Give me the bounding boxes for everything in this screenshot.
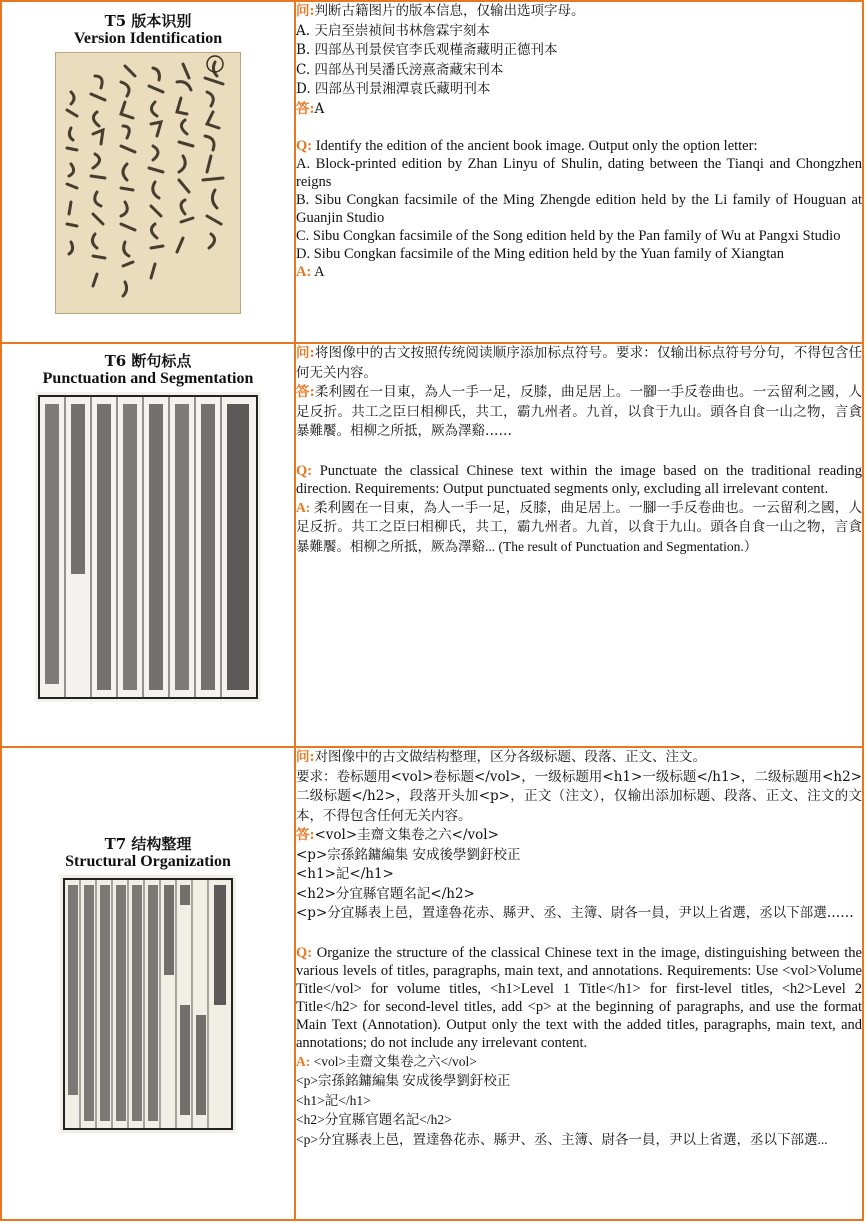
task-cell-t7 <box>1 747 295 1220</box>
question-text: Organize the structure of the classical Chinese text in the image, distinguishing between the various levels of titles, paragraphs, main text, and annotations. Requirements: Use <vol>Volume Title</vol> for volume titles, <h1>Level 1 Title</h1> for first-level titles, <h2>Level 2 Title</h2> for second-level titles, add <p> at the beginning of paragraphs, and use the format Main Text (Annotation). Output only the text with the added titles, paragraphs, main text, and annotations; do not include any irrelevant content. <box>296 944 862 1051</box>
answer-line: <p>宗孫銘鏞編集 安成後學劉釪校正 <box>296 846 521 863</box>
question-text: 对图像中的古文做结构整理，区分各级标题、段落、正文、注文。 <box>314 749 706 765</box>
answer-text: 柔利國在一目東，為人一手一足，反膝，曲足居上。一腳一手反卷曲也。一云留利之國，人足反折。共工之臣曰相柳氏，共工，霸九州者。九首，以食于九山。頭各自食一山之物，言貪暴難饜。相柳之所抵，厥為澤谿…… <box>296 384 863 439</box>
qa-cell-t7 <box>295 747 863 1220</box>
option: A. 天启至崇祯间书林詹霖宇刻本 <box>296 22 490 39</box>
row-t6 <box>1 343 863 747</box>
question-label: 问: <box>296 749 315 765</box>
answer-label: A: <box>296 499 311 515</box>
answer-line: <p>宗孫銘鏞編集 安成後學劉釪校正 <box>296 1073 511 1088</box>
answer-line: <h2>分宜縣官題名記</h2> <box>296 885 475 902</box>
question-label: Q: <box>296 944 313 961</box>
option: B. Sibu Congkan facsimile of the Ming Zhengde edition held by the Li family of Houguan at Guanjin Studio <box>296 192 862 226</box>
qa-cell-t6 <box>295 343 863 747</box>
answer-text: A <box>314 100 325 117</box>
answer-line: <vol>圭齋文集卷之六</vol> <box>313 1053 477 1069</box>
task-title: T7 结构整理 <box>104 834 192 853</box>
task-cell-t5 <box>1 1 295 343</box>
answer-label: 答: <box>296 384 315 400</box>
answer-text: 柔利國在一目東，為人一手一足，反膝，曲足居上。一腳一手反卷曲也。一云留利之國，人足反折。共工之臣曰相柳氏，共工，霸九州者。九首，以食于九山。頭各自食一山之物，言貪暴難饜。相柳之所抵，厥為澤谿... (The result of Punctuation and Segmentation.） <box>296 499 863 554</box>
option: B. 四部丛刊景侯官李氏观槿斋藏明正德刊本 <box>296 42 558 58</box>
option: D. 四部丛刊景湘潭袁氏藏明刊本 <box>296 81 491 97</box>
answer-line: <p>分宜縣表上邑，置達魯花赤、縣尹、丞、主簿、尉各一員，尹以上省選，丞以下部選…… <box>296 905 854 921</box>
task-cell-t6 <box>1 343 295 747</box>
requirement-text: 要求：卷标题用<vol>卷标题</vol>，一级标题用<h1>一级标题</h1>，二级标题用<h2>二级标题</h2>，段落开头加<p>，正文（注文），仅输出添加标题、段落、正文、注文的文本，不得包含任何无关内容。 <box>296 768 862 824</box>
question-label: 问: <box>296 345 315 361</box>
en-block <box>296 462 862 557</box>
zh-block <box>296 748 862 924</box>
book-image-woodblock <box>35 392 261 702</box>
option: D. Sibu Congkan facsimile of the Ming edition held by the Yuan family of Xiangtan <box>296 246 784 262</box>
answer-line: <h1>記</h1> <box>296 866 394 882</box>
answer-line: <vol>圭齋文集卷之六</vol> <box>314 827 499 843</box>
question-text: Punctuate the classical Chinese text within the image based on the traditional reading direction. Requirements: Output punctuated segments only, excluding all irrelevant content. <box>296 462 862 497</box>
task-subtitle: Punctuation and Segmentation <box>42 370 254 387</box>
answer-text: A <box>314 264 325 280</box>
en-block <box>296 944 862 1150</box>
book-image-calligraphy <box>55 52 241 314</box>
option: A. Block-printed edition by Zhan Linyu of Shulin, dating between the Tianqi and Chongzhen reigns <box>296 156 862 190</box>
book-image-structure <box>60 875 236 1133</box>
task-title: T5 版本识别 <box>104 12 192 30</box>
zh-block <box>296 2 862 119</box>
question-text: 将图像中的古文按照传统阅读顺序添加标点符号。要求：仅输出标点符号分句，不得包含任何无关内容。 <box>296 345 863 381</box>
answer-label: A: <box>296 1053 311 1069</box>
answer-line: <h2>分宜縣官題名記</h2> <box>296 1112 452 1127</box>
question-text: Identify the edition of the ancient book image. Output only the option letter: <box>315 138 758 154</box>
qa-cell-t5 <box>295 1 863 343</box>
answer-label: 答: <box>296 827 315 843</box>
task-title: T6 断句标点 <box>104 352 192 370</box>
question-label: Q: <box>296 462 313 479</box>
answer-label: A: <box>296 264 312 280</box>
answer-line: <h1>記</h1> <box>296 1092 371 1108</box>
task-subtitle: Version Identification <box>73 30 223 47</box>
question-text: 判断古籍图片的版本信息，仅输出选项字母。 <box>314 3 585 19</box>
row-t5 <box>1 1 863 343</box>
question-label: Q: <box>296 138 313 154</box>
en-block <box>296 137 862 281</box>
option: C. 四部丛刊吴潘氏滂熹斋藏宋刊本 <box>296 61 504 78</box>
zh-block <box>296 344 862 442</box>
answer-line: <p>分宜縣表上邑，置達魯花赤、縣尹、丞、主簿、尉各一員，尹以上省選，丞以下部選... <box>296 1131 828 1147</box>
question-label: 问: <box>296 3 315 19</box>
row-t7 <box>1 747 863 1220</box>
option: C. Sibu Congkan facsimile of the Song edition held by the Pan family of Wu at Pangxi Studio <box>296 228 841 244</box>
answer-label: 答: <box>296 100 315 117</box>
task-subtitle: Structural Organization <box>65 852 231 870</box>
